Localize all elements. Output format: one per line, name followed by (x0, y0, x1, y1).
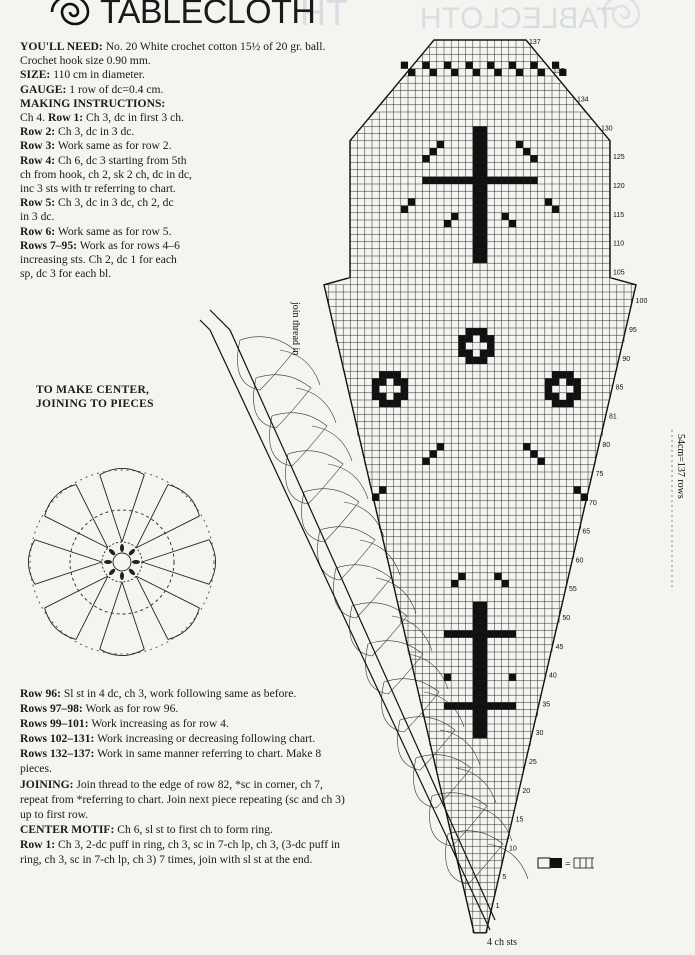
row-1: Ch 4. Row 1: Ch 3, dc in first 3 ch. (20, 111, 184, 125)
row-number-label: 55 (569, 586, 577, 594)
row-number-label: 125 (613, 154, 625, 162)
row-5: Row 5: Ch 3, dc in 3 dc, ch 2, dc in 3 dc. (20, 196, 174, 224)
joining: JOINING: Join thread to the edge of row 82, *sc in corner, ch 7, repeat from *referring to chart. Join next piece repeating (sc and ch 3) up to first row. (20, 777, 345, 821)
row-number-label: 65 (582, 528, 591, 536)
row-number-label: 5 (502, 874, 507, 882)
row-2: Row 2: Ch 3, dc in 3 dc. (20, 125, 135, 139)
row-number-label: 135 (553, 67, 565, 75)
rows-7-95: Rows 7–95: Work as for rows 4–6 increasing sts. Ch 2, dc 1 for each sp, dc 3 for each bl. (20, 238, 180, 281)
ghost-spiral-logo-icon (600, 0, 650, 32)
page-title: TABLECLOTH (100, 0, 316, 31)
row-96: Row 96: Sl st in 4 dc, ch 3, work following same as before. (20, 687, 297, 700)
row-number-label: 75 (595, 471, 604, 478)
row-number-label: 105 (613, 269, 625, 277)
row-number-label: 20 (522, 787, 531, 795)
row-number-label: 30 (535, 730, 544, 738)
spiral-logo-icon (52, 0, 96, 30)
row-number-label: 85 (615, 384, 624, 392)
size: SIZE: 110 cm in diameter. (20, 68, 145, 82)
rows-97-98: Rows 97–98: Work as for row 96. (20, 702, 179, 716)
chain-stitch-label: 4 ch sts (487, 937, 517, 948)
row-number-label: 70 (589, 499, 597, 507)
rows-99-101: Rows 99–101: Work increasing as for row 4. (20, 717, 229, 731)
row-number-label: 115 (613, 211, 625, 219)
row-number-label: 130 (601, 125, 613, 133)
row-number-label: 120 (613, 183, 625, 190)
materials: YOU'LL NEED: No. 20 White crochet cotton 15½ of 20 gr. ball. Crochet hook size 0.90 mm. (20, 40, 326, 68)
row-number-label: 110 (613, 240, 625, 248)
row-number-label: 80 (602, 442, 611, 450)
row-number-label: 50 (562, 615, 571, 622)
svg-text:54cm=137 rows: 54cm=137 rows (675, 434, 686, 499)
row-6: Row 6: Work same as for row 5. (20, 224, 172, 238)
row-number-label: 45 (555, 643, 564, 651)
making-heading: MAKING INSTRUCTIONS: (20, 96, 166, 110)
chart-size-label (668, 430, 688, 590)
ghost-title: TABLECLOTH (420, 2, 615, 35)
row-number-label: 1 (495, 903, 500, 910)
filet-chart (190, 30, 670, 950)
center-motif: CENTER MOTIF: Ch 6, sl st to first ch to form ring. (20, 822, 273, 836)
row-number-label: 15 (515, 816, 524, 824)
row-3: Row 3: Work same as for row 2. (20, 139, 172, 153)
ghost-letters: HT (300, 0, 348, 33)
gauge: GAUGE: 1 row of dc=0.4 cm. (20, 82, 164, 96)
row-number-label: 25 (529, 759, 537, 766)
row-number-label: 134 (577, 96, 589, 104)
svg-text:=: = (565, 859, 571, 870)
row-number-label: 35 (542, 701, 551, 709)
row-4: Row 4: Ch 6, dc 3 starting from 5th ch from hook, ch 2, sk 2 ch, dc in dc, inc 3 sts with tr referring to chart. (20, 153, 192, 196)
center-row-1: Row 1: Ch 3, 2-dc puff in ring, ch 3, sc in 7-ch lp, ch 3, (3-dc puff in ring, ch 3, sc in 7-ch lp, ch 3) 7 times, join with sl st at the end. (20, 837, 340, 867)
row-number-label: 60 (575, 557, 584, 565)
row-number-label: 137 (529, 39, 541, 46)
page-header (52, 0, 315, 32)
row-number-label: 40 (549, 672, 557, 680)
row-number-label: 95 (629, 327, 637, 334)
rows-132-137: Rows 132–137: Work in same manner referring to chart. Make 8 pieces. (20, 747, 322, 776)
row-number-label: 81 (609, 413, 617, 421)
row-number-label: 100 (635, 298, 648, 306)
filled-block-legend-icon (538, 855, 628, 871)
join-thread-label (282, 300, 301, 390)
svg-text:join thread in: join thread in (290, 302, 301, 356)
center-heading: TO MAKE CENTER, JOINING TO PIECES (36, 384, 154, 410)
row-number-label: 10 (509, 845, 517, 853)
row-number-label: 90 (622, 355, 631, 363)
rows-102-131: Rows 102–131: Work increasing or decreasing following chart. (20, 732, 316, 746)
